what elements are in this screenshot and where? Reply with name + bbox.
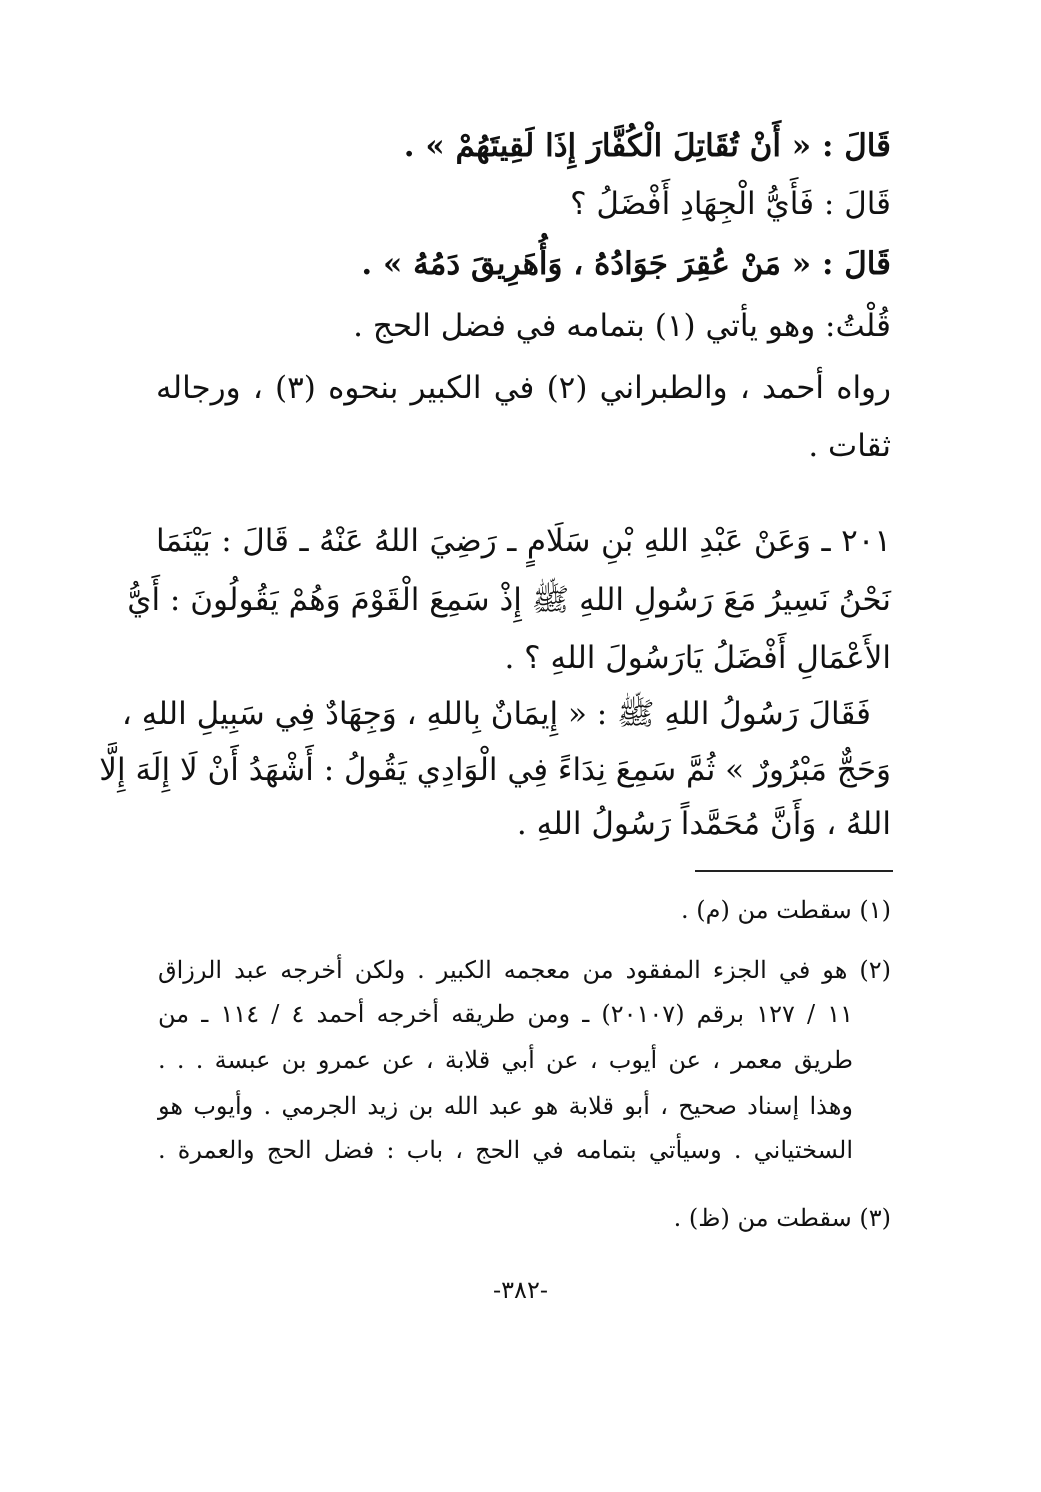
text-line-prev-3: قَالَ : « مَنْ عُقِرَ جَوَادُهُ ، وَأُهَرِيقَ دَمُهُ » . <box>361 246 891 282</box>
hadith-201-line-5: وَحَجٌّ مَبْرُورٌ » ثُمَّ سَمِعَ نِدَاءً فِي الْوَادِي يَقُولُ : أَشْهَدُ أَنْ لَا إِلَهَ إِلَّا <box>99 752 891 788</box>
hadith-201-line-3: الأَعْمَالِ أَفْضَلُ يَارَسُولَ اللهِ ؟ . <box>504 640 891 676</box>
text-line-prev-2: قَالَ : فَأَيُّ الْجِهَادِ أَفْضَلُ ؟ <box>570 186 891 222</box>
hadith-201-line-4: فَقَالَ رَسُولُ اللهِ ﷺ : « إِيمَانٌ بِاللهِ ، وَجِهَادٌ فِي سَبِيلِ اللهِ ، <box>121 696 871 732</box>
hadith-201-line-6: اللهُ ، وَأَنَّ مُحَمَّداً رَسُولُ اللهِ . <box>516 806 891 842</box>
text-line-prev-5: رواه أحمد ، والطبراني (٢) في الكبير بنحوه (٣) ، ورجاله <box>156 370 891 406</box>
footnote-3: (٣) سقطت من (ظ) . <box>673 1204 891 1232</box>
footnote-2-line-4: وهذا إسناد صحيح ، أبو قلابة هو عبد الله بن زيد الجرمي . وأيوب هو <box>158 1092 853 1120</box>
footnote-1: (١) سقطت من (م) . <box>681 896 891 924</box>
hadith-201-line-1: ٢٠١ ـ وَعَنْ عَبْدِ اللهِ بْنِ سَلَامٍ ـ رَضِيَ اللهُ عَنْهُ ـ قَالَ : بَيْنَمَا <box>156 523 892 559</box>
hadith-201-line-2: نَحْنُ نَسِيرُ مَعَ رَسُولِ اللهِ ﷺ إِذْ سَمِعَ الْقَوْمَ وَهُمْ يَقُولُونَ : أَيُّ <box>127 582 891 618</box>
footnote-2-line-2: ١١ / ١٢٧ برقم (٢٠١٠٧) ـ ومن طريقه أخرجه أحمد ٤ / ١١٤ ـ من <box>158 1000 853 1028</box>
text-line-prev-6: ثقات . <box>808 428 891 464</box>
footnote-2-line-1: (٢) هو في الجزء المفقود من معجمه الكبير . ولكن أخرجه عبد الرزاق <box>158 956 891 984</box>
footnote-2-line-5: السختياني . وسيأتي بتمامه في الحج ، باب : فضل الحج والعمرة . <box>158 1136 853 1164</box>
footnote-2-line-3: طريق معمر ، عن أيوب ، عن أبي قلابة ، عن عمرو بن عبسة . . . <box>158 1046 853 1074</box>
text-line-prev-4: قُلْتُ: وهو يأتي (١) بتمامه في فضل الحج . <box>353 308 891 344</box>
text-line-prev-1: قَالَ : « أَنْ تُقَاتِلَ الْكُفَّارَ إِذَا لَقِيتَهُمْ » . <box>403 128 891 164</box>
footnote-separator <box>695 870 893 872</box>
page-number: -٣٨٢- <box>493 1276 548 1304</box>
